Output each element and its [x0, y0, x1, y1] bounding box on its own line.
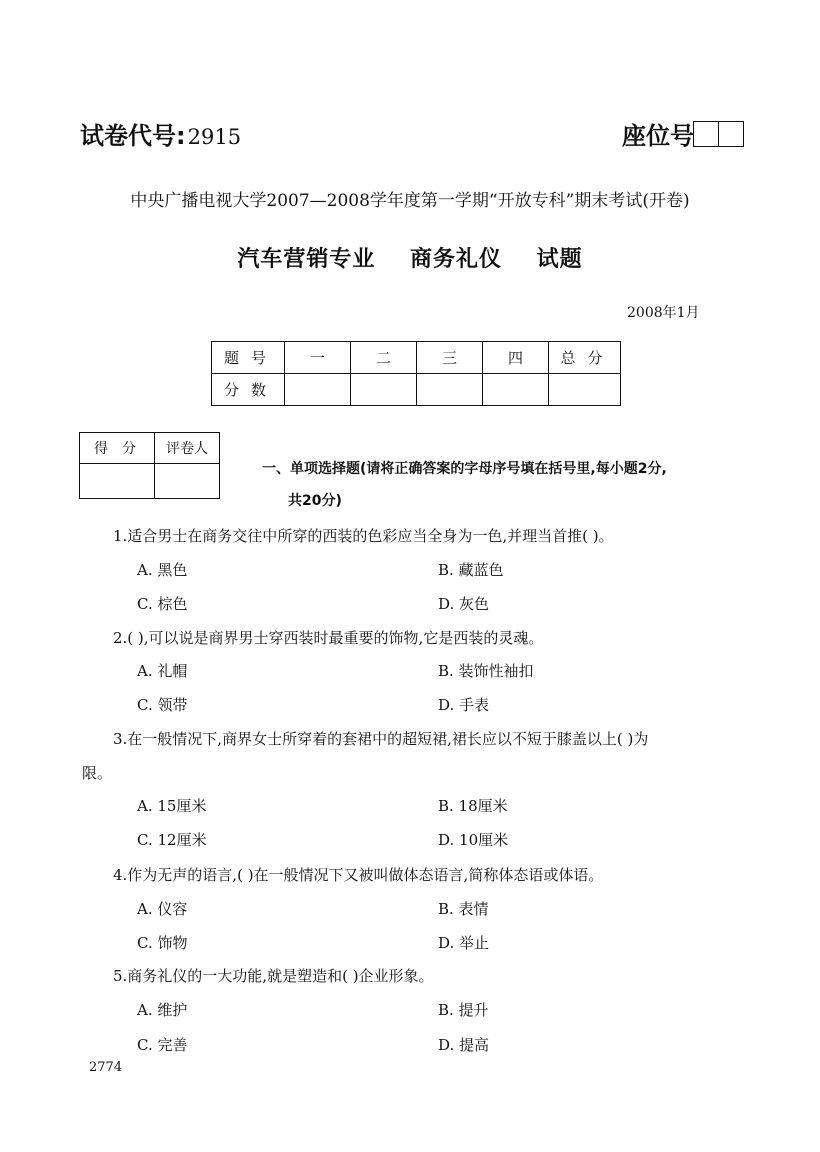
- grader-table-header-row: [80, 433, 220, 464]
- score-table: [211, 341, 621, 406]
- exam-date: 2008年1月: [627, 305, 700, 321]
- grader-score-header: 得分: [80, 433, 155, 464]
- seat-box-1[interactable]: [693, 121, 719, 147]
- question-4-option-b[interactable]: B. 表情: [438, 900, 489, 918]
- score-cell: 分数: [212, 374, 285, 406]
- question-2-option-a[interactable]: A. 礼帽: [137, 662, 188, 680]
- question-3-option-d[interactable]: D. 10厘米: [438, 831, 509, 849]
- seat-number: [622, 116, 744, 151]
- question-2: 2.( ),可以说是商界男士穿西装时最重要的饰物,它是西装的灵魂。: [113, 629, 544, 647]
- score-table-header-row: [212, 342, 621, 374]
- question-4-option-c[interactable]: C. 饰物: [137, 934, 188, 952]
- question-5-option-c[interactable]: C. 完善: [137, 1036, 188, 1054]
- question-1: 1.适合男士在商务交往中所穿的西装的色彩应当全身为一色,并理当首推( )。: [113, 527, 614, 545]
- score-cell: 三: [417, 342, 483, 374]
- score-cell: 四: [483, 342, 549, 374]
- question-3-cont: 限。: [82, 764, 113, 782]
- question-5-option-d[interactable]: D. 提高: [438, 1036, 490, 1054]
- exam-code-line: [80, 116, 241, 151]
- score-input-cell[interactable]: [549, 374, 621, 406]
- score-input-cell[interactable]: [351, 374, 417, 406]
- grader-name-cell[interactable]: [155, 464, 220, 499]
- question-1-option-b[interactable]: B. 藏蓝色: [438, 561, 504, 579]
- exam-code-label: 试卷代号:: [80, 122, 186, 150]
- question-1-option-c[interactable]: C. 棕色: [137, 595, 188, 613]
- question-4: 4.作为无声的语言,( )在一般情况下又被叫做体态语言,简称体态语或体语。: [113, 866, 604, 884]
- grader-name-header: 评卷人: [155, 433, 220, 464]
- seat-box-2[interactable]: [718, 121, 744, 147]
- score-cell: 题号: [212, 342, 285, 374]
- section-title: 一、单项选择题(请将正确答案的字母序号填在括号里,每小题2分,: [262, 461, 667, 477]
- question-4-option-a[interactable]: A. 仪容: [137, 900, 188, 918]
- score-input-cell[interactable]: [483, 374, 549, 406]
- question-5-option-b[interactable]: B. 提升: [438, 1001, 489, 1019]
- exam-title: 汽车营销专业 商务礼仪 试题: [237, 247, 583, 272]
- question-3-option-c[interactable]: C. 12厘米: [137, 831, 207, 849]
- score-cell: 总分: [549, 342, 621, 374]
- exam-code-value: 2915: [187, 125, 242, 149]
- question-3: 3.在一般情况下,商界女士所穿着的套裙中的超短裙,裙长应以不短于膝盖以上( )为: [113, 730, 649, 748]
- question-1-option-d[interactable]: D. 灰色: [438, 595, 490, 613]
- page-number: 2774: [89, 1060, 123, 1075]
- question-5-option-a[interactable]: A. 维护: [137, 1001, 188, 1019]
- question-4-option-d[interactable]: D. 举止: [438, 934, 490, 952]
- question-1-option-a[interactable]: A. 黑色: [137, 561, 188, 579]
- question-2-option-c[interactable]: C. 领带: [137, 696, 188, 714]
- score-input-cell[interactable]: [417, 374, 483, 406]
- question-3-option-b[interactable]: B. 18厘米: [438, 797, 508, 815]
- question-5: 5.商务礼仪的一大功能,就是塑造和( )企业形象。: [113, 967, 434, 985]
- section-title-cont: 共20分): [288, 493, 342, 509]
- grader-table: [79, 432, 220, 499]
- seat-number-label: 座位号: [622, 122, 694, 150]
- exam-subtitle: 中央广播电视大学2007—2008学年度第一学期“开放专科”期末考试(开卷): [130, 191, 690, 211]
- question-2-option-b[interactable]: B. 装饰性袖扣: [438, 662, 534, 680]
- grader-table-input-row: [80, 464, 220, 499]
- score-cell: 一: [285, 342, 351, 374]
- score-table-score-row: [212, 374, 621, 406]
- question-3-option-a[interactable]: A. 15厘米: [137, 797, 207, 815]
- grader-score-cell[interactable]: [80, 464, 155, 499]
- question-2-option-d[interactable]: D. 手表: [438, 696, 490, 714]
- score-cell: 二: [351, 342, 417, 374]
- score-input-cell[interactable]: [285, 374, 351, 406]
